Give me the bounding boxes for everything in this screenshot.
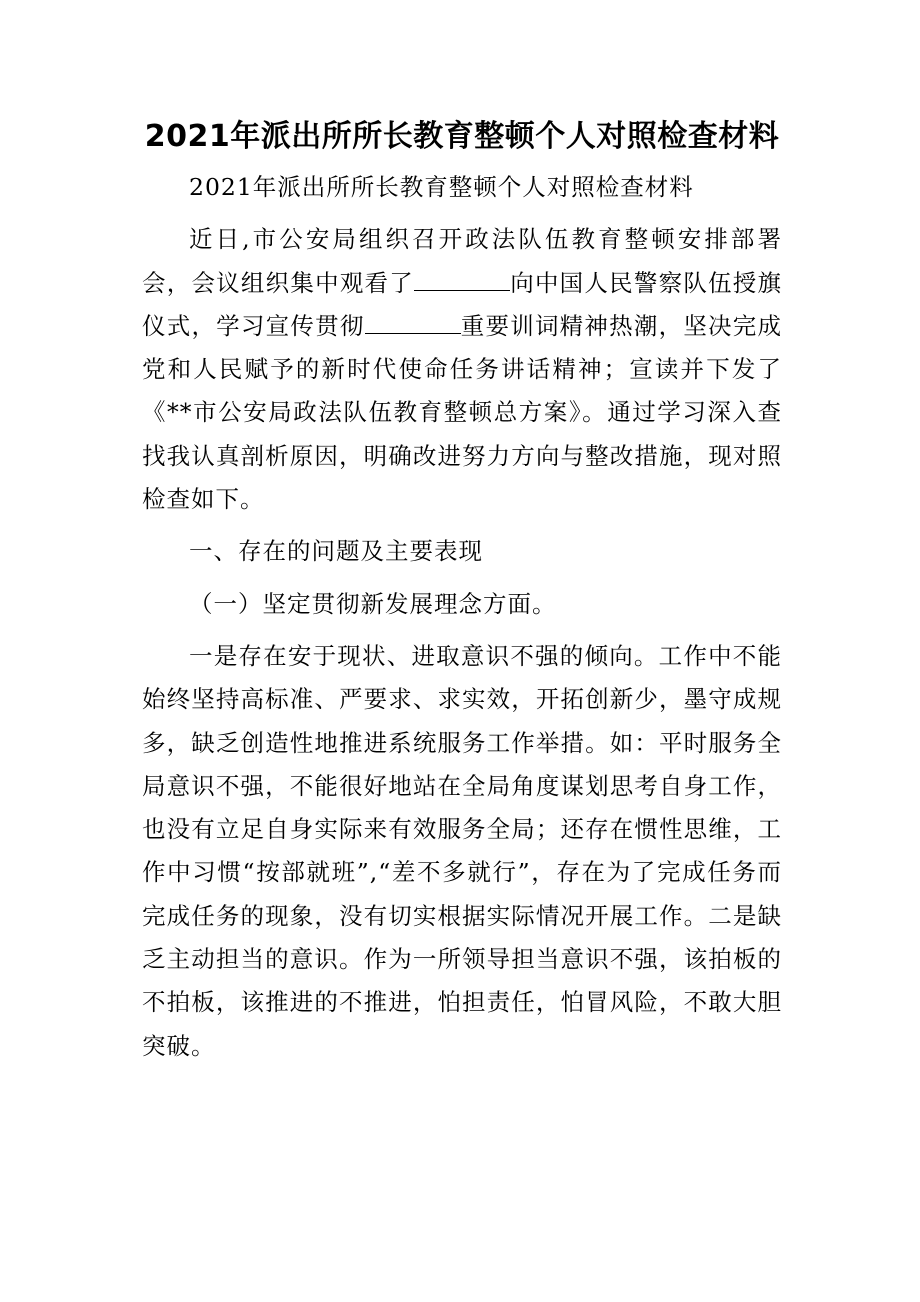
document-page bbox=[142, 110, 782, 1077]
fill-in-blank-2 bbox=[365, 315, 461, 334]
intro-text-part3: 重要训词精神热潮，坚决完成党和人民赋予的新时代使命任务讲话精神；宣读并下发了《**市公安局政法队伍教育整顿总方案》。通过学习深入查找我认真剖析原因，明确改进努力方向与整改措施，现对照检查如下。 bbox=[142, 311, 783, 514]
intro-text-part1: 近日,市公安局组织召开政法队伍教育整顿安排部署会，会议组织集中观看了 bbox=[142, 225, 782, 297]
subtitle-paragraph: 2021年派出所所长教育整顿个人对照检查材料 bbox=[189, 173, 694, 201]
intro-text-part2: 向中国人民警察队伍授旗仪式，学习宣传贯彻 bbox=[142, 268, 782, 340]
fill-in-blank-1 bbox=[414, 272, 510, 291]
document-title: 2021年派出所所长教育整顿个人对照检查材料 bbox=[144, 119, 780, 154]
section-heading: 一、存在的问题及主要表现 bbox=[189, 537, 483, 566]
intro-paragraph bbox=[142, 218, 782, 521]
body-paragraph: 一是存在安于现状、进取意识不强的倾向。工作中不能始终坚持高标准、严要求、求实效，开拓创新少，墨守成规多，缺乏创造性地推进系统服务工作举措。如：平时服务全局意识不强，不能很好地站在全局角度谋划思考自身工作，也没有立足自身实际来有效服务全局；还存在惯性思维，工作中习惯“按部就班”,“差不多就行”，存在为了完成任务而完成任务的现象，没有切实根据实际情况开展工作。二是缺乏主动担当的意识。作为一所领导担当意识不强，该拍板的不拍板，该推进的不推进，怕担责任，怕冒风险，不敢大胆突破。 bbox=[142, 641, 782, 1060]
subsection-heading: （一）坚定贯彻新发展理念方面。 bbox=[189, 589, 557, 618]
